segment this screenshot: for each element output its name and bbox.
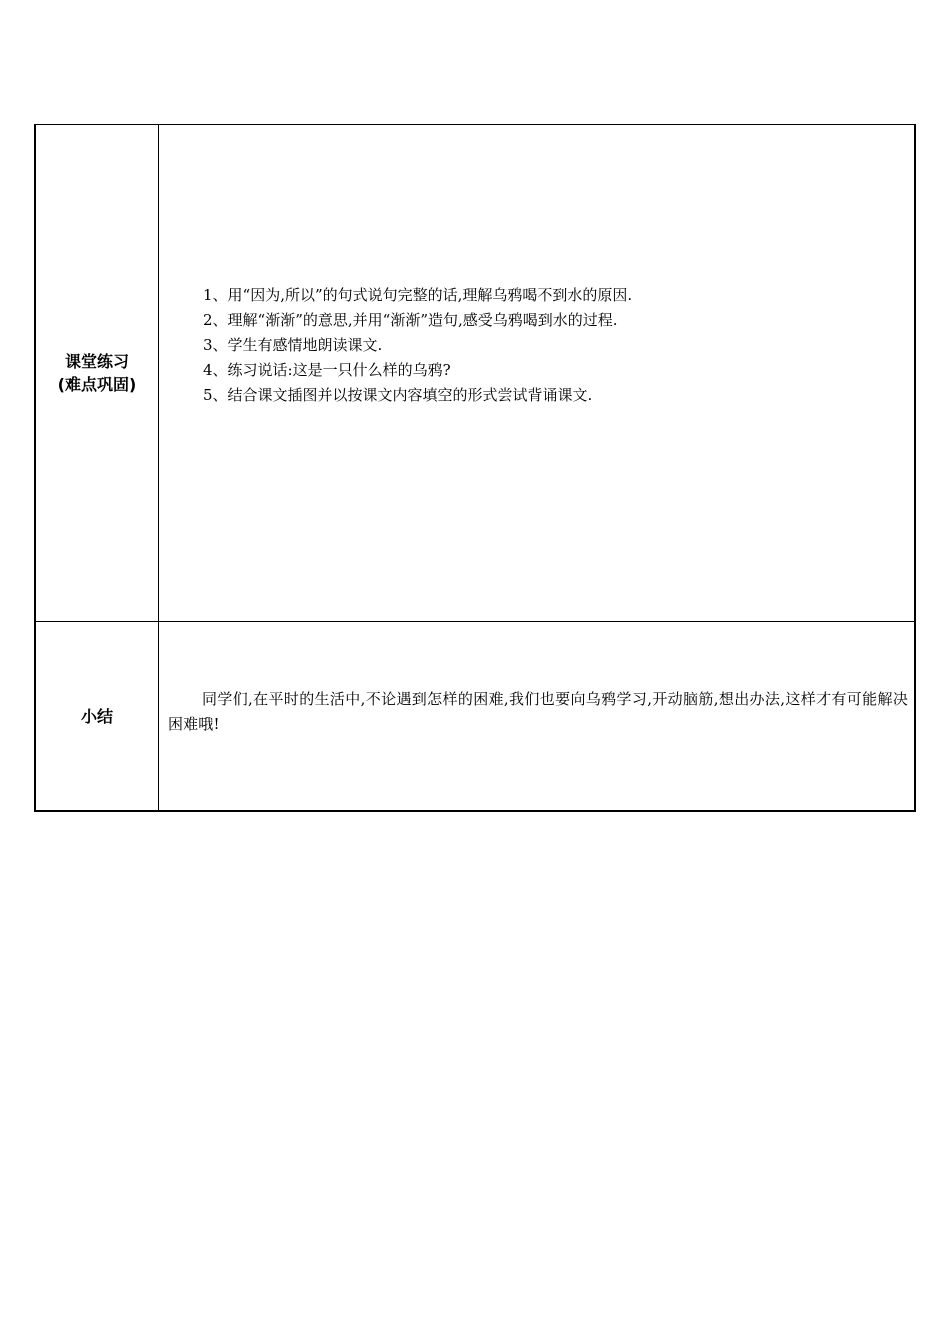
practice-item-4: 4、练习说话:这是一只什么样的乌鸦? — [203, 360, 451, 379]
practice-sublabel: (难点巩固) — [57, 375, 137, 394]
practice-content-cell — [159, 125, 916, 622]
summary-label-cell — [35, 622, 159, 812]
summary-label: 小结 — [80, 706, 113, 726]
practice-item-3: 3、学生有感情地朗读课文. — [203, 335, 383, 354]
practice-item-1: 1、用“因为,所以”的句式说句完整的话,理解乌鸦喝不到水的原因. — [203, 285, 633, 304]
practice-item-2: 2、理解“渐渐”的意思,并用“渐渐”造句,感受乌鸦喝到水的过程. — [203, 310, 618, 329]
summary-row — [35, 622, 915, 812]
practice-item-5: 5、结合课文插图并以按课文内容填空的形式尝试背诵课文. — [203, 385, 593, 404]
practice-row — [35, 125, 915, 622]
practice-list — [159, 283, 914, 408]
summary-content-cell — [159, 622, 916, 812]
practice-label-cell — [35, 125, 159, 622]
summary-text: 同学们,在平时的生活中,不论遇到怎样的困难,我们也要向乌鸦学习,开动脑筋,想出办法,这样才有可能解决困难哦! — [168, 690, 908, 733]
lesson-plan-table — [34, 124, 916, 812]
practice-label: 课堂练习 — [64, 352, 129, 371]
